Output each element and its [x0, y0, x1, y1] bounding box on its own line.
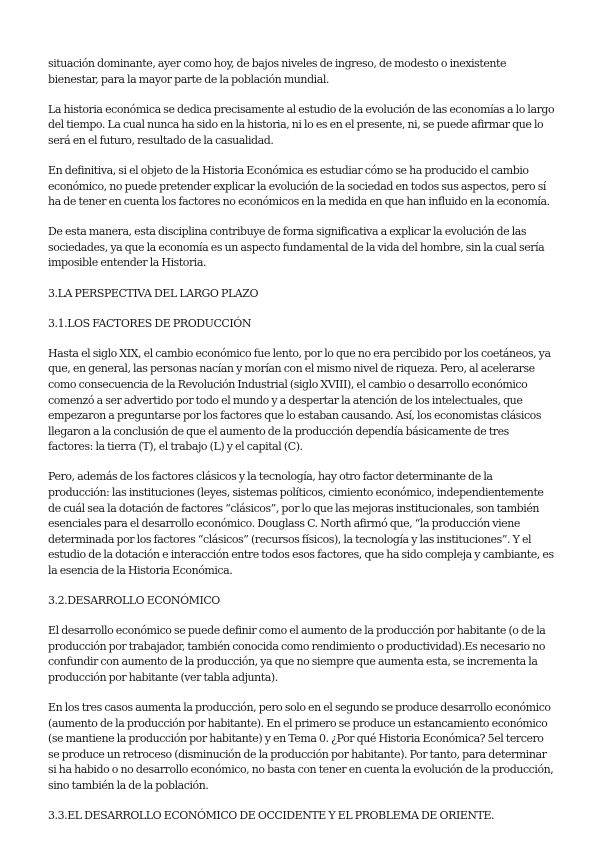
paragraph-institutions: Pero, además de los factores clásicos y la tecnología, hay otro factor determinante de la producción: las instituciones (leyes, sistemas políticos, cimiento económico, independientemente de cuál sea la dotación de factores “clásicos”, por lo que las mejoras institucionales, son también esenciales para el desarrollo económico. Douglass C. North afirmó que, “la producción viene determinada por los factores “clásicos” (recursos físicos), la tecnología y las instituciones”. Y el estudio de la dotación e interacción entre todos esos factores, que ha sido compleja y cambiante, es la esencia de la Historia Económica.	[48, 470, 554, 577]
section-heading-3-1: 3.1.LOS FACTORES DE PRODUCCIÓN	[48, 316, 252, 330]
document-page	[48, 56, 556, 838]
paragraph-development-definition: El desarrollo económico se puede definir como el aumento de la producción por habitante (o de la producción por trabajador, también conocida como rendimiento o productividad).Es necesario no confundir con aumento de la producción, ya que no siempre que aumenta esta, se incrementa la producción por habitante (ver tabla adjunta).	[48, 624, 546, 684]
paragraph-three-cases: En los tres casos aumenta la producción, pero solo en el segundo se produce desarrollo económico (aumento de la producción por habitante). En el primero se produce un estancamiento económico (se mantiene la producción por habitante) y en Tema 0. ¿Por qué Historia Económica? 5el tercero se produce un retroceso (disminución de la producción por habitante). Por tanto, para determinar si ha habido o no desarrollo económico, no basta con tener en cuenta la evolución de la producción, sino también la de la población.	[48, 701, 554, 792]
section-heading-3: 3.LA PERSPECTIVA DEL LARGO PLAZO	[48, 286, 259, 300]
section-heading-3-3: 3.3.EL DESARROLLO ECONÓMICO DE OCCIDENTE Y EL PROBLEMA DE ORIENTE.	[48, 809, 495, 823]
paragraph-factors-history: Hasta el siglo XIX, el cambio económico fue lento, por lo que no era percibido por los coetáneos, ya que, en general, las personas nacían y morían con el mismo nivel de riqueza. Pero, al acelerarse como consecuencia de la Revolución Industrial (siglo XVIII), el cambio o desarrollo económico comenzó a ser advertido por todo el mundo y a despertar la atención de los intelectuales, que empezaron a preguntarse por los factores que lo estaban causando. Así, los economistas clásicos llegaron a la conclusión de que el aumento de la producción dependía básicamente de tres factores: la tierra (T), el trabajo (L) y el capital (C).	[48, 346, 551, 454]
section-heading-3-2: 3.2.DESARROLLO ECONÓMICO	[48, 594, 220, 608]
paragraph-intro-continuation: situación dominante, ayer como hoy, de bajos niveles de ingreso, de modesto o inexistente bienestar, para la mayor parte de la población mundial.	[48, 57, 507, 86]
paragraph-definitive-object: En definitiva, si el objeto de la Historia Económica es estudiar cómo se ha producido el cambio económico, no puede pretender explicar la evolución de la sociedad en todos sus aspectos, pero sí ha de tener en cuenta los factores no económicos en la medida en que han influido en la economía.	[48, 163, 550, 209]
paragraph-discipline-contribution: De esta manera, esta disciplina contribuye de forma significativa a explicar la evolución de las sociedades, ya que la economía es un aspecto fundamental de la vida del hombre, sin la cual sería imposible entender la Historia.	[48, 225, 545, 270]
paragraph-economic-history-definition: La historia económica se dedica precisamente al estudio de la evolución de las economías a lo largo del tiempo. La cual nunca ha sido en la historia, ni lo es en el presente, ni, se puede afirmar que lo será en el futuro, resultado de la casualidad.	[48, 102, 555, 147]
